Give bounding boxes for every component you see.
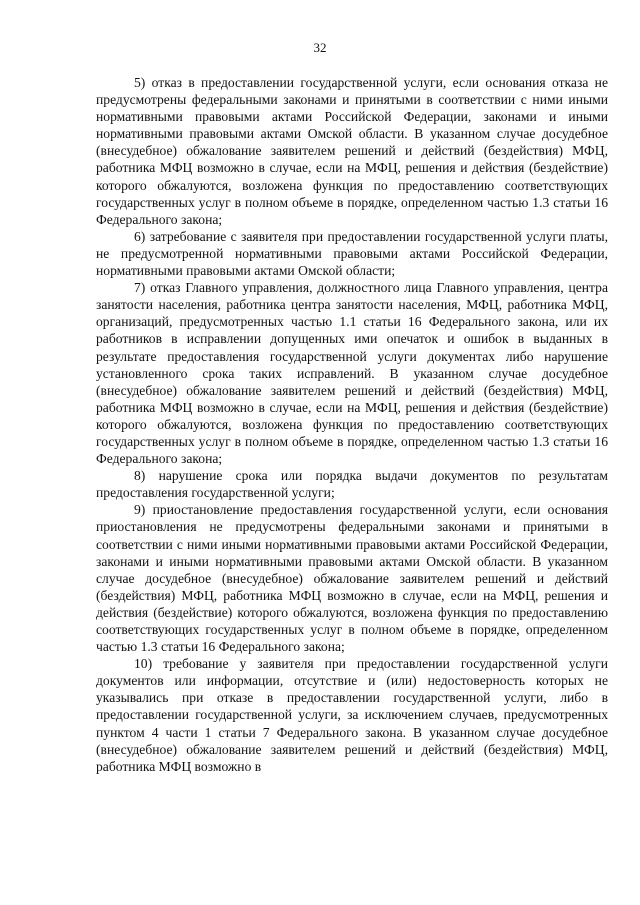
page-number: 32	[313, 40, 327, 55]
paragraph-item-9: 9) приостановление предоставления государственной услуги, если основания приостановления не предусмотрены федеральными законами и принятыми в соответствии с ними иными нормативными правовыми актами Российской Федерации, законами и иными нормативными правовыми актами Омской области. В указанном случае досудебное (внесудебное) обжалование заявителем решений и действий (бездействия) МФЦ, работника МФЦ возможно в случае, если на МФЦ, решения и действия (бездействие) которого обжалуются, возложена функция по предоставлению соответствующих государственных услуг в полном объеме в порядке, определенном частью 1.3 статьи 16 Федерального закона;	[96, 502, 608, 655]
paragraph-item-10: 10) требование у заявителя при предоставлении государственной услуги документов или информации, отсутствие и (или) недостоверность которых не указывались при отказе в предоставлении государственной услуги, либо в предоставлении государственной услуги, за исключением случаев, предусмотренных пунктом 4 части 1 статьи 7 Федерального закона. В указанном случае досудебное (внесудебное) обжалование заявителем решений и действий (бездействия) МФЦ, работника МФЦ возможно в	[96, 656, 608, 774]
paragraph-item-5: 5) отказ в предоставлении государственной услуги, если основания отказа не предусмотрены федеральными законами и принятыми в соответствии с ними иными нормативными правовыми актами Российской Федерации, законами и иными нормативными правовыми актами Омской области. В указанном случае досудебное (внесудебное) обжалование заявителем решений и действий (бездействия) МФЦ, работника МФЦ возможно в случае, если на МФЦ, решения и действия (бездействие) которого обжалуются, возложена функция по предоставлению соответствующих государственных услуг в полном объеме в порядке, определенном частью 1.3 статьи 16 Федерального закона;	[96, 75, 608, 227]
page-body	[96, 74, 608, 775]
paragraph-item-8: 8) нарушение срока или порядка выдачи документов по результатам предоставления государственной услуги;	[96, 468, 608, 501]
paragraph-item-7: 7) отказ Главного управления, должностного лица Главного управления, центра занятости населения, работника центра занятости населения, МФЦ, работника МФЦ, организаций, предусмотренных частью 1.1 статьи 16 Федерального закона, или их работников в исправлении допущенных ими опечаток и ошибок в выданных в результате предоставления государственной услуги документах либо нарушение установленного срока таких исправлений. В указанном случае досудебное (внесудебное) обжалование заявителем решений и действий (бездействия) МФЦ, работника МФЦ возможно в случае, если на МФЦ, решения и действия (бездействие) которого обжалуются, возложена функция по предоставлению соответствующих государственных услуг в полном объеме в порядке, определенном частью 1.3 статьи 16 Федерального закона;	[96, 280, 608, 467]
paragraph-item-6: 6) затребование с заявителя при предоставлении государственной услуги платы, не предусмотренной нормативными правовыми актами Российской Федерации, нормативными правовыми актами Омской области;	[96, 228, 608, 279]
